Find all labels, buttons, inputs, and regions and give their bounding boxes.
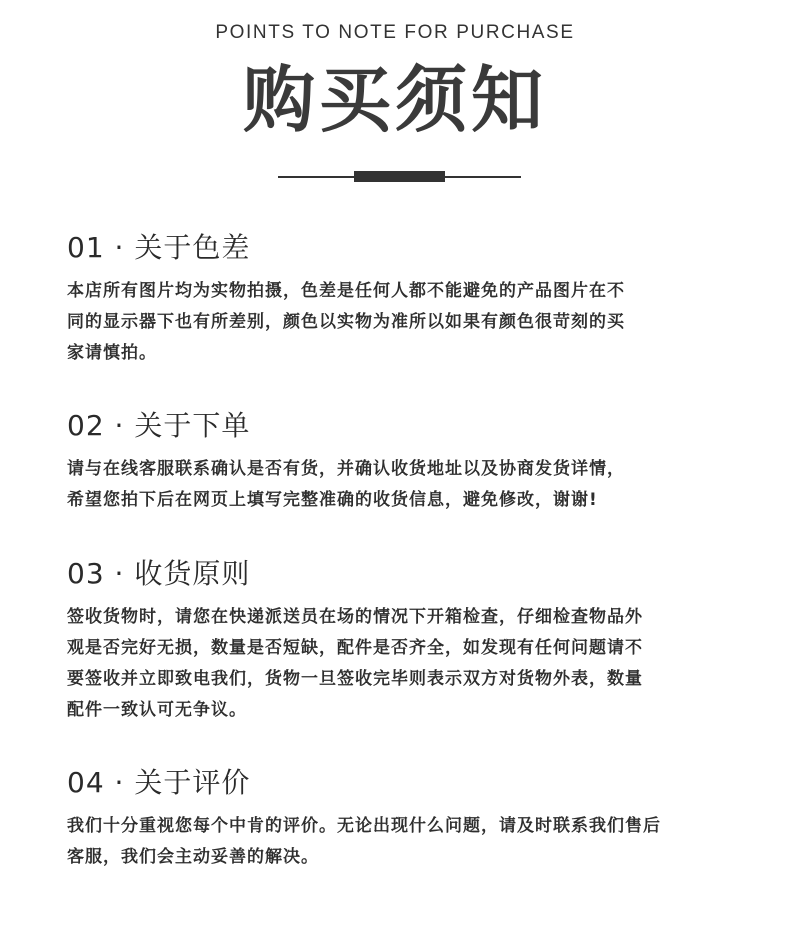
title-divider	[278, 170, 521, 183]
section-line: 本店所有图片均为实物拍摄，色差是任何人都不能避免的产品图片在不	[67, 281, 625, 301]
section-line: 观是否完好无损，数量是否短缺，配件是否齐全，如发现有任何问题请不	[67, 638, 643, 658]
section-line: 家请慎拍。	[67, 343, 157, 363]
page-subtitle: POINTS TO NOTE FOR PURCHASE	[215, 22, 575, 43]
section-color-difference	[67, 228, 727, 369]
section-body	[67, 454, 727, 516]
section-heading: 04 · 关于评价	[67, 766, 251, 799]
page-title: 购买须知	[242, 58, 547, 142]
section-line: 希望您拍下后在网页上填写完整准确的收货信息，避免修改，谢谢!	[67, 490, 598, 510]
section-reviews	[67, 763, 727, 873]
section-heading: 03 · 收货原则	[67, 557, 251, 590]
section-receiving	[67, 554, 727, 726]
section-line: 客服，我们会主动妥善的解决。	[67, 847, 319, 867]
section-body	[67, 602, 727, 726]
section-line: 签收货物时，请您在快递派送员在场的情况下开箱检查，仔细检查物品外	[67, 607, 643, 627]
section-line: 配件一致认可无争议。	[67, 700, 247, 720]
section-body	[67, 276, 727, 369]
section-heading: 01 · 关于色差	[67, 231, 251, 264]
section-heading: 02 · 关于下单	[67, 409, 251, 442]
section-line: 要签收并立即致电我们，货物一旦签收完毕则表示双方对货物外表，数量	[67, 669, 643, 689]
section-line: 请与在线客服联系确认是否有货，并确认收货地址以及协商发货详情，	[67, 459, 625, 479]
section-line: 同的显示器下也有所差别，颜色以实物为准所以如果有颜色很苛刻的买	[67, 312, 625, 332]
divider-bar	[354, 171, 445, 182]
section-ordering	[67, 406, 727, 516]
section-body	[67, 811, 727, 873]
section-line: 我们十分重视您每个中肯的评价。无论出现什么问题，请及时联系我们售后	[67, 816, 661, 836]
